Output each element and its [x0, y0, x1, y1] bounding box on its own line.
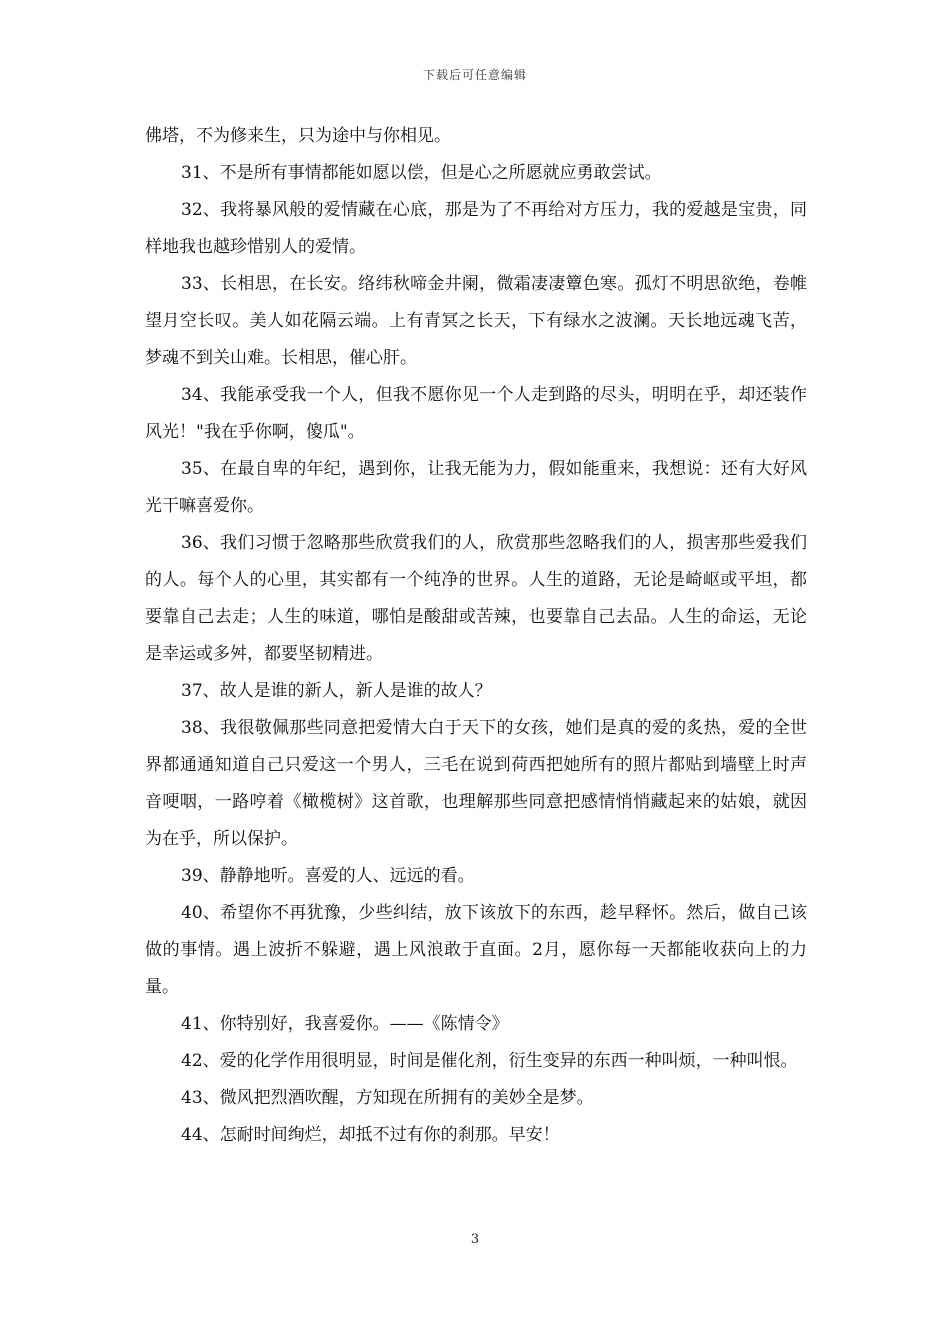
paragraph-32: 32、我将暴风般的爱情藏在心底，那是为了不再给对方压力，我的爱越是宝贵，同样地我也越珍惜别人的爱情。: [145, 200, 807, 257]
paragraph-44: 44、怎耐时间绚烂，却抵不过有你的刹那。早安！: [181, 1125, 560, 1145]
paragraph-37: 37、故人是谁的新人，新人是谁的故人？: [181, 681, 492, 701]
page-header: 下载后可任意编辑: [422, 68, 527, 82]
paragraph-43: 43、微风把烈酒吹醒，方知现在所拥有的美妙全是梦。: [181, 1088, 594, 1108]
paragraph-34: 34、我能承受我一个人，但我不愿你见一个人走到路的尽头，明明在乎，却还装作风光！"我在乎你啊，傻瓜"。: [145, 385, 807, 442]
paragraph-36: 36、我们习惯于忽略那些欣赏我们的人，欣赏那些忽略我们的人，损害那些爱我们的人。每个人的心里，其实都有一个纯净的世界。人生的道路，无论是崎岖或平坦，都要靠自己去走；人生的味道，哪怕是酸甜或苦辣，也要靠自己去品。人生的命运，无论是幸运或多舛，都要坚韧精进。: [145, 533, 807, 664]
paragraph-42: 42、爱的化学作用很明显，时间是催化剂，衍生变异的东西一种叫烦，一种叫恨。: [181, 1051, 798, 1071]
paragraph-35: 35、在最自卑的年纪，遇到你，让我无能为力，假如能重来，我想说：还有大好风光干嘛喜爱你。: [145, 459, 807, 516]
paragraph-33: 33、长相思，在长安。络纬秋啼金井阑，微霜凄凄簟色寒。孤灯不明思欲绝，卷帷望月空长叹。美人如花隔云端。上有青冥之长天，下有绿水之波澜。天长地远魂飞苦，梦魂不到关山难。长相思，催心肝。: [145, 274, 807, 368]
paragraph-31: 31、不是所有事情都能如愿以偿，但是心之所愿就应勇敢尝试。: [181, 163, 662, 183]
paragraph-38: 38、我很敬佩那些同意把爱情大白于天下的女孩，她们是真的爱的炙热，爱的全世界都通通知道自己只爱这一个男人，三毛在说到荷西把她所有的照片都贴到墙壁上时声音哽咽，一路哼着《橄榄树》这首歌，也理解那些同意把感情悄悄藏起来的姑娘，就因为在乎，所以保护。: [145, 718, 807, 849]
paragraph-continuation: 佛塔，不为修来生，只为途中与你相见。: [145, 126, 451, 146]
paragraph-41: 41、你特别好，我喜爱你。——《陈情令》: [181, 1014, 509, 1034]
page-number: 3: [470, 1232, 480, 1247]
paragraph-39: 39、静静地听。喜爱的人、远远的看。: [181, 866, 475, 886]
paragraph-40: 40、希望你不再犹豫，少些纠结，放下该放下的东西，趁早释怀。然后，做自己该做的事情。遇上波折不躲避，遇上风浪敢于直面。2月，愿你每一天都能收获向上的力量。: [145, 903, 807, 997]
document-body: [145, 118, 807, 1154]
